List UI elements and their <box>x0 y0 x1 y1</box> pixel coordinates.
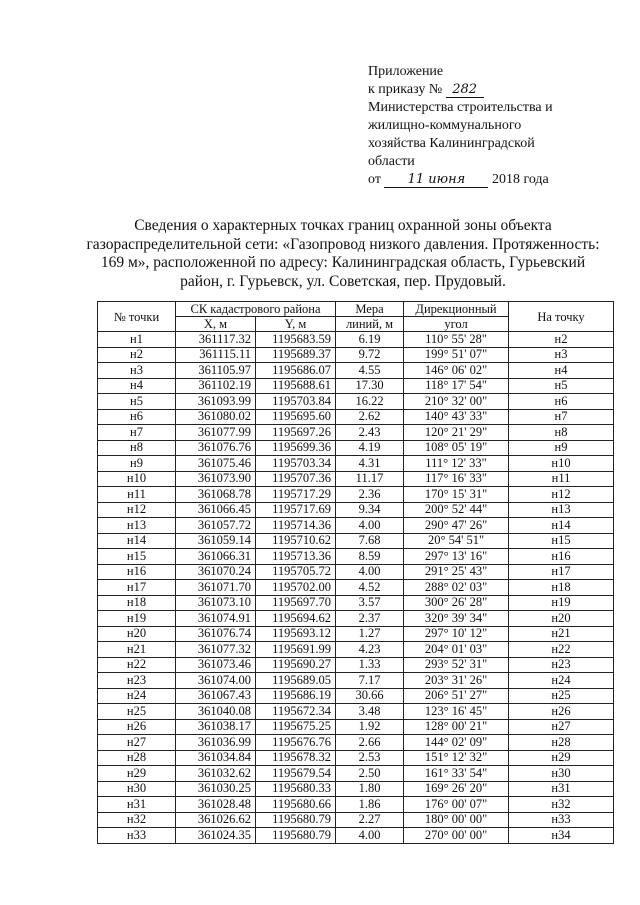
cell-x: 361073.46 <box>176 657 256 673</box>
table-row <box>98 657 614 673</box>
cell-x: 361115.11 <box>176 347 256 363</box>
table-header <box>98 302 614 332</box>
cell-to-point: н31 <box>509 781 614 797</box>
cell-y: 1195697.26 <box>256 425 336 441</box>
table-row <box>98 688 614 704</box>
cell-point: н17 <box>98 580 176 596</box>
order-prefix: к приказу № <box>368 82 443 97</box>
cell-measure: 4.19 <box>336 440 404 456</box>
table-row <box>98 626 614 642</box>
table-row <box>98 332 614 348</box>
cell-angle: 176° 00' 07" <box>404 797 509 813</box>
cell-to-point: н24 <box>509 673 614 689</box>
heading-line-1: Сведения о характерных точках границ охранной зоны объекта <box>134 217 552 234</box>
cell-to-point: н33 <box>509 812 614 828</box>
cell-x: 361032.62 <box>176 766 256 782</box>
cell-angle: 128° 00' 21" <box>404 719 509 735</box>
table-row <box>98 409 614 425</box>
cell-x: 361036.99 <box>176 735 256 751</box>
cell-point: н20 <box>98 626 176 642</box>
table-row <box>98 502 614 518</box>
cell-measure: 9.72 <box>336 347 404 363</box>
cell-angle: 117° 16' 33" <box>404 471 509 487</box>
heading-line-4: район, г. Гурьевск, ул. Советская, пер. Прудовый. <box>180 272 506 290</box>
cell-measure: 3.48 <box>336 704 404 720</box>
cell-y: 1195707.36 <box>256 471 336 487</box>
cell-y: 1195717.29 <box>256 487 336 503</box>
cell-point: н27 <box>98 735 176 751</box>
cell-angle: 140° 43' 33" <box>404 409 509 425</box>
cell-y: 1195703.34 <box>256 456 336 472</box>
cell-point: н25 <box>98 704 176 720</box>
table-row <box>98 750 614 766</box>
cell-x: 361057.72 <box>176 518 256 534</box>
cell-angle: 200° 52' 44" <box>404 502 509 518</box>
cell-x: 361028.48 <box>176 797 256 813</box>
header-angle-2: угол <box>404 317 509 332</box>
cell-point: н21 <box>98 642 176 658</box>
cell-x: 361024.35 <box>176 828 256 844</box>
cell-measure: 4.55 <box>336 363 404 379</box>
cell-angle: 297° 10' 12" <box>404 626 509 642</box>
cell-to-point: н16 <box>509 549 614 565</box>
cell-measure: 30.66 <box>336 688 404 704</box>
cell-measure: 4.00 <box>336 518 404 534</box>
cell-x: 361066.45 <box>176 502 256 518</box>
cell-x: 361076.76 <box>176 440 256 456</box>
cell-x: 361080.02 <box>176 409 256 425</box>
heading-line-2: газораспределительной сети: «Газопровод низкого давления. Протяженность: <box>86 235 600 253</box>
cell-measure: 1.92 <box>336 719 404 735</box>
cell-y: 1195710.62 <box>256 533 336 549</box>
cell-measure: 4.23 <box>336 642 404 658</box>
appendix-block <box>368 63 618 189</box>
table-row <box>98 781 614 797</box>
cell-point: н19 <box>98 611 176 627</box>
cell-y: 1195680.66 <box>256 797 336 813</box>
cell-x: 361077.99 <box>176 425 256 441</box>
cell-x: 361074.91 <box>176 611 256 627</box>
table-row <box>98 533 614 549</box>
cell-angle: 203° 31' 26" <box>404 673 509 689</box>
cell-angle: 320° 39' 34" <box>404 611 509 627</box>
cell-y: 1195695.60 <box>256 409 336 425</box>
cell-point: н31 <box>98 797 176 813</box>
order-line <box>368 81 618 99</box>
cell-measure: 3.57 <box>336 595 404 611</box>
ministry-line-4: области <box>368 154 415 169</box>
cell-measure: 11.17 <box>336 471 404 487</box>
cell-to-point: н6 <box>509 394 614 410</box>
ministry-line-2: жилищно-коммунального <box>368 118 522 133</box>
cell-angle: 297° 13' 16" <box>404 549 509 565</box>
table-row <box>98 394 614 410</box>
cell-angle: 111° 12' 33" <box>404 456 509 472</box>
cell-y: 1195680.79 <box>256 812 336 828</box>
cell-point: н24 <box>98 688 176 704</box>
table-row <box>98 719 614 735</box>
cell-to-point: н14 <box>509 518 614 534</box>
table-row <box>98 487 614 503</box>
cell-y: 1195672.34 <box>256 704 336 720</box>
table-row <box>98 425 614 441</box>
table-row <box>98 549 614 565</box>
cell-to-point: н22 <box>509 642 614 658</box>
cell-measure: 1.27 <box>336 626 404 642</box>
table-row <box>98 642 614 658</box>
cell-x: 361070.24 <box>176 564 256 580</box>
cell-x: 361026.62 <box>176 812 256 828</box>
table-row <box>98 812 614 828</box>
cell-to-point: н4 <box>509 363 614 379</box>
table-row <box>98 766 614 782</box>
cell-point: н4 <box>98 378 176 394</box>
cell-angle: 151° 12' 32" <box>404 750 509 766</box>
cell-to-point: н17 <box>509 564 614 580</box>
cell-to-point: н25 <box>509 688 614 704</box>
cell-x: 361068.78 <box>176 487 256 503</box>
cell-y: 1195679.54 <box>256 766 336 782</box>
date-handwritten: 11 июня <box>384 173 488 188</box>
cell-angle: 180° 00' 00" <box>404 812 509 828</box>
cell-x: 361073.90 <box>176 471 256 487</box>
cell-point: н11 <box>98 487 176 503</box>
cell-point: н29 <box>98 766 176 782</box>
cell-angle: 290° 47' 26" <box>404 518 509 534</box>
cell-x: 361034.84 <box>176 750 256 766</box>
cell-measure: 2.43 <box>336 425 404 441</box>
document-heading <box>78 217 608 291</box>
table-row <box>98 611 614 627</box>
cell-y: 1195714.36 <box>256 518 336 534</box>
cell-to-point: н2 <box>509 332 614 348</box>
cell-x: 361071.70 <box>176 580 256 596</box>
cell-point: н15 <box>98 549 176 565</box>
cell-y: 1195705.72 <box>256 564 336 580</box>
cell-to-point: н30 <box>509 766 614 782</box>
cell-point: н8 <box>98 440 176 456</box>
cell-x: 361105.97 <box>176 363 256 379</box>
cell-to-point: н7 <box>509 409 614 425</box>
table-row <box>98 518 614 534</box>
cell-angle: 206° 51' 27" <box>404 688 509 704</box>
table-row <box>98 704 614 720</box>
cell-y: 1195683.59 <box>256 332 336 348</box>
table-row <box>98 580 614 596</box>
cell-point: н18 <box>98 595 176 611</box>
cell-point: н2 <box>98 347 176 363</box>
cell-angle: 270° 00' 00" <box>404 828 509 844</box>
cell-point: н1 <box>98 332 176 348</box>
header-y: Y, м <box>256 317 336 332</box>
cell-to-point: н34 <box>509 828 614 844</box>
date-suffix: 2018 года <box>491 172 549 187</box>
cell-measure: 2.37 <box>336 611 404 627</box>
cell-measure: 2.66 <box>336 735 404 751</box>
cell-to-point: н11 <box>509 471 614 487</box>
table-row <box>98 347 614 363</box>
cell-angle: 170° 15' 31" <box>404 487 509 503</box>
cell-y: 1195697.70 <box>256 595 336 611</box>
table-row <box>98 735 614 751</box>
cell-x: 361077.32 <box>176 642 256 658</box>
cell-to-point: н27 <box>509 719 614 735</box>
cell-to-point: н19 <box>509 595 614 611</box>
cell-to-point: н18 <box>509 580 614 596</box>
cell-x: 361038.17 <box>176 719 256 735</box>
header-measure-2: линий, м <box>336 317 404 332</box>
cell-x: 361030.25 <box>176 781 256 797</box>
cell-y: 1195678.32 <box>256 750 336 766</box>
cell-measure: 2.53 <box>336 750 404 766</box>
cell-angle: 210° 32' 00" <box>404 394 509 410</box>
cell-y: 1195680.33 <box>256 781 336 797</box>
cell-measure: 8.59 <box>336 549 404 565</box>
date-line <box>368 171 618 189</box>
cell-angle: 123° 16' 45" <box>404 704 509 720</box>
cell-x: 361093.99 <box>176 394 256 410</box>
cell-measure: 1.80 <box>336 781 404 797</box>
table-row <box>98 440 614 456</box>
cell-to-point: н9 <box>509 440 614 456</box>
cell-y: 1195702.00 <box>256 580 336 596</box>
header-angle-1: Дирекционный <box>404 302 509 317</box>
cell-measure: 4.31 <box>336 456 404 472</box>
cell-point: н23 <box>98 673 176 689</box>
cell-angle: 108° 05' 19" <box>404 440 509 456</box>
cell-point: н28 <box>98 750 176 766</box>
cell-to-point: н28 <box>509 735 614 751</box>
cell-to-point: н20 <box>509 611 614 627</box>
cell-measure: 9.34 <box>336 502 404 518</box>
cell-angle: 199° 51' 07" <box>404 347 509 363</box>
header-to-point: На точку <box>509 302 614 332</box>
cell-point: н22 <box>98 657 176 673</box>
cell-x: 361074.00 <box>176 673 256 689</box>
cell-point: н5 <box>98 394 176 410</box>
cell-angle: 110° 55' 28" <box>404 332 509 348</box>
cell-measure: 7.17 <box>336 673 404 689</box>
header-x: X, м <box>176 317 256 332</box>
cell-to-point: н5 <box>509 378 614 394</box>
table-row <box>98 797 614 813</box>
cell-y: 1195676.76 <box>256 735 336 751</box>
cell-point: н13 <box>98 518 176 534</box>
cell-angle: 204° 01' 03" <box>404 642 509 658</box>
cell-measure: 2.50 <box>336 766 404 782</box>
ministry-line-3: хозяйства Калининградской <box>368 136 535 151</box>
cell-y: 1195690.27 <box>256 657 336 673</box>
cell-y: 1195713.36 <box>256 549 336 565</box>
cell-angle: 20° 54' 51" <box>404 533 509 549</box>
cell-measure: 4.52 <box>336 580 404 596</box>
heading-line-3: 169 м», расположенной по адресу: Калининградская область, Гурьевский <box>100 254 586 271</box>
cell-to-point: н8 <box>509 425 614 441</box>
cell-measure: 16.22 <box>336 394 404 410</box>
cell-to-point: н21 <box>509 626 614 642</box>
cell-point: н7 <box>98 425 176 441</box>
cell-x: 361066.31 <box>176 549 256 565</box>
cell-measure: 4.00 <box>336 828 404 844</box>
cell-x: 361075.46 <box>176 456 256 472</box>
cell-point: н12 <box>98 502 176 518</box>
cell-to-point: н15 <box>509 533 614 549</box>
cell-y: 1195699.36 <box>256 440 336 456</box>
cell-angle: 291° 25' 43" <box>404 564 509 580</box>
cell-measure: 2.36 <box>336 487 404 503</box>
cell-point: н3 <box>98 363 176 379</box>
cell-point: н10 <box>98 471 176 487</box>
boundary-points-table <box>97 301 614 844</box>
cell-point: н32 <box>98 812 176 828</box>
header-point-number: № точки <box>98 302 176 332</box>
cell-point: н9 <box>98 456 176 472</box>
cell-y: 1195686.19 <box>256 688 336 704</box>
cell-angle: 144° 02' 09" <box>404 735 509 751</box>
cell-y: 1195703.84 <box>256 394 336 410</box>
cell-y: 1195691.99 <box>256 642 336 658</box>
cell-angle: 118° 17' 54" <box>404 378 509 394</box>
table-row <box>98 828 614 844</box>
cell-y: 1195688.61 <box>256 378 336 394</box>
table-row <box>98 595 614 611</box>
cell-measure: 6.19 <box>336 332 404 348</box>
order-number-handwritten: 282 <box>446 83 484 98</box>
cell-point: н30 <box>98 781 176 797</box>
cell-x: 361076.74 <box>176 626 256 642</box>
cell-angle: 300° 26' 28" <box>404 595 509 611</box>
cell-to-point: н29 <box>509 750 614 766</box>
cell-point: н14 <box>98 533 176 549</box>
cell-to-point: н23 <box>509 657 614 673</box>
table-row <box>98 456 614 472</box>
cell-angle: 120° 21' 29" <box>404 425 509 441</box>
header-coordinate-system: СК кадастрового района <box>176 302 336 317</box>
cell-point: н33 <box>98 828 176 844</box>
cell-x: 361040.08 <box>176 704 256 720</box>
cell-y: 1195693.12 <box>256 626 336 642</box>
ministry-line-1: Министерства строительства и <box>368 100 553 115</box>
cell-angle: 293° 52' 31" <box>404 657 509 673</box>
cell-y: 1195680.79 <box>256 828 336 844</box>
cell-x: 361073.10 <box>176 595 256 611</box>
cell-to-point: н12 <box>509 487 614 503</box>
cell-measure: 1.33 <box>336 657 404 673</box>
cell-x: 361117.32 <box>176 332 256 348</box>
table-body <box>98 332 614 844</box>
cell-measure: 4.00 <box>336 564 404 580</box>
cell-measure: 17.30 <box>336 378 404 394</box>
cell-angle: 161° 33' 54" <box>404 766 509 782</box>
cell-to-point: н3 <box>509 347 614 363</box>
cell-y: 1195717.69 <box>256 502 336 518</box>
cell-point: н26 <box>98 719 176 735</box>
table-row <box>98 673 614 689</box>
cell-angle: 288° 02' 03" <box>404 580 509 596</box>
cell-measure: 2.62 <box>336 409 404 425</box>
appendix-title: Приложение <box>368 64 444 79</box>
cell-y: 1195689.05 <box>256 673 336 689</box>
cell-to-point: н13 <box>509 502 614 518</box>
date-prefix: от <box>368 172 381 187</box>
cell-x: 361102.19 <box>176 378 256 394</box>
cell-x: 361067.43 <box>176 688 256 704</box>
header-measure-1: Мера <box>336 302 404 317</box>
cell-angle: 146° 06' 02" <box>404 363 509 379</box>
cell-measure: 2.27 <box>336 812 404 828</box>
cell-y: 1195689.37 <box>256 347 336 363</box>
cell-point: н6 <box>98 409 176 425</box>
cell-x: 361059.14 <box>176 533 256 549</box>
table-row <box>98 363 614 379</box>
table-row <box>98 564 614 580</box>
cell-y: 1195675.25 <box>256 719 336 735</box>
cell-measure: 1.86 <box>336 797 404 813</box>
cell-to-point: н32 <box>509 797 614 813</box>
cell-y: 1195686.07 <box>256 363 336 379</box>
cell-y: 1195694.62 <box>256 611 336 627</box>
table-row <box>98 471 614 487</box>
cell-measure: 7.68 <box>336 533 404 549</box>
cell-to-point: н26 <box>509 704 614 720</box>
cell-angle: 169° 26' 20" <box>404 781 509 797</box>
table-row <box>98 378 614 394</box>
cell-to-point: н10 <box>509 456 614 472</box>
cell-point: н16 <box>98 564 176 580</box>
